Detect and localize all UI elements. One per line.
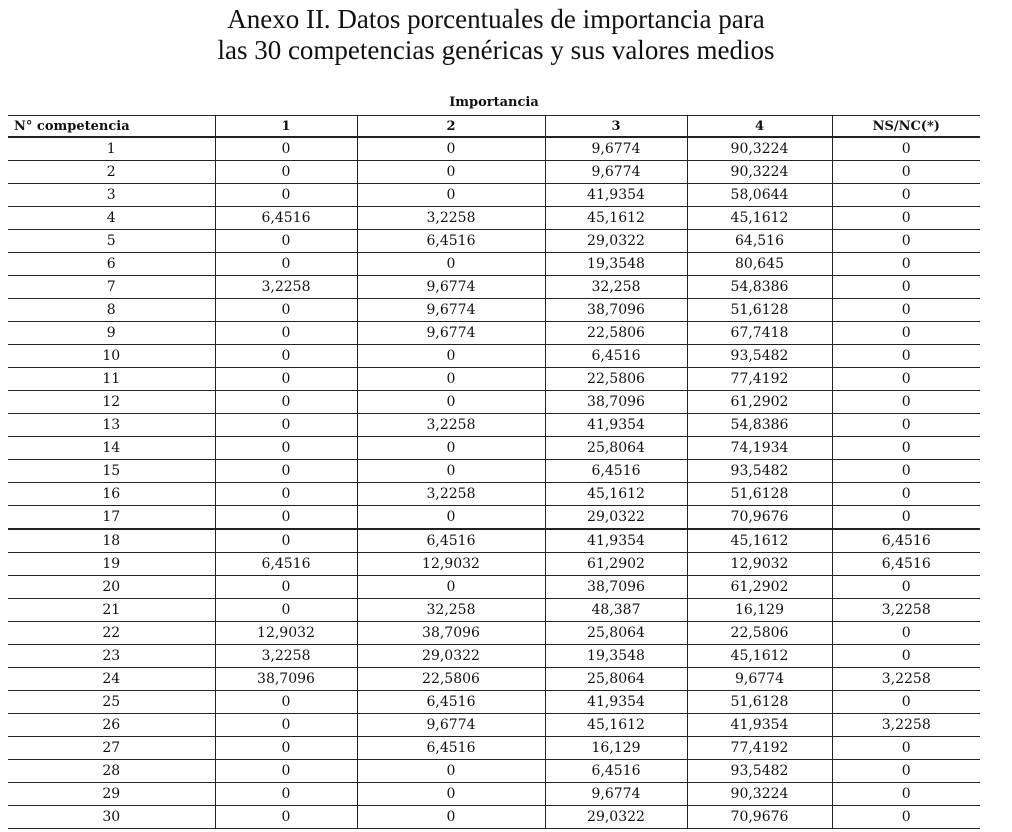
importance-group-header: Importancia — [449, 95, 539, 110]
table-row — [8, 691, 980, 714]
table-row — [8, 737, 980, 760]
cell-importance-1: 12,9032 — [215, 622, 357, 645]
cell-importance-3: 45,1612 — [545, 207, 687, 230]
table-header-row — [8, 116, 980, 138]
table-row — [8, 414, 980, 437]
cell-importance-1: 0 — [215, 368, 357, 391]
cell-competence-number: 13 — [8, 414, 215, 437]
cell-importance-3: 25,8064 — [545, 668, 687, 691]
cell-importance-1: 3,2258 — [215, 276, 357, 299]
cell-importance-4: 51,6128 — [687, 483, 832, 506]
cell-importance-3: 29,0322 — [545, 506, 687, 530]
cell-competence-number: 23 — [8, 645, 215, 668]
cell-ns-nc: 0 — [832, 161, 980, 184]
cell-importance-4: 90,3224 — [687, 161, 832, 184]
cell-importance-2: 0 — [357, 253, 545, 276]
cell-importance-1: 0 — [215, 161, 357, 184]
cell-importance-4: 90,3224 — [687, 783, 832, 806]
cell-importance-1: 0 — [215, 576, 357, 599]
cell-ns-nc: 0 — [832, 137, 980, 161]
cell-importance-3: 41,9354 — [545, 691, 687, 714]
cell-importance-3: 29,0322 — [545, 806, 687, 829]
cell-importance-2: 0 — [357, 506, 545, 530]
cell-importance-4: 12,9032 — [687, 553, 832, 576]
cell-importance-2: 0 — [357, 437, 545, 460]
cell-importance-4: 58,0644 — [687, 184, 832, 207]
cell-competence-number: 12 — [8, 391, 215, 414]
cell-competence-number: 3 — [8, 184, 215, 207]
cell-importance-1: 0 — [215, 253, 357, 276]
cell-competence-number: 15 — [8, 460, 215, 483]
cell-importance-2: 32,258 — [357, 599, 545, 622]
header-importance-2: 2 — [357, 116, 545, 138]
cell-importance-3: 9,6774 — [545, 161, 687, 184]
cell-importance-1: 3,2258 — [215, 645, 357, 668]
table-row — [8, 276, 980, 299]
cell-importance-2: 0 — [357, 137, 545, 161]
cell-importance-4: 54,8386 — [687, 276, 832, 299]
cell-ns-nc: 0 — [832, 414, 980, 437]
cell-competence-number: 22 — [8, 622, 215, 645]
cell-importance-3: 9,6774 — [545, 783, 687, 806]
cell-importance-4: 61,2902 — [687, 576, 832, 599]
cell-importance-3: 45,1612 — [545, 483, 687, 506]
cell-importance-2: 9,6774 — [357, 322, 545, 345]
cell-importance-1: 0 — [215, 737, 357, 760]
cell-importance-1: 0 — [215, 322, 357, 345]
table-row — [8, 437, 980, 460]
table-row — [8, 230, 980, 253]
cell-importance-2: 0 — [357, 760, 545, 783]
cell-importance-3: 38,7096 — [545, 299, 687, 322]
cell-importance-1: 0 — [215, 599, 357, 622]
cell-importance-3: 16,129 — [545, 737, 687, 760]
cell-importance-1: 0 — [215, 299, 357, 322]
cell-ns-nc: 0 — [832, 299, 980, 322]
cell-ns-nc: 0 — [832, 622, 980, 645]
cell-importance-1: 0 — [215, 783, 357, 806]
header-competence-number: N° competencia — [8, 116, 215, 138]
cell-importance-2: 0 — [357, 783, 545, 806]
cell-importance-4: 90,3224 — [687, 137, 832, 161]
cell-ns-nc: 0 — [832, 645, 980, 668]
cell-importance-3: 45,1612 — [545, 714, 687, 737]
cell-importance-2: 3,2258 — [357, 207, 545, 230]
cell-importance-4: 61,2902 — [687, 391, 832, 414]
cell-importance-1: 38,7096 — [215, 668, 357, 691]
header-ns-nc: NS/NC(*) — [832, 116, 980, 138]
cell-competence-number: 9 — [8, 322, 215, 345]
cell-importance-1: 0 — [215, 760, 357, 783]
cell-ns-nc: 6,4516 — [832, 529, 980, 553]
cell-competence-number: 24 — [8, 668, 215, 691]
cell-ns-nc: 0 — [832, 276, 980, 299]
cell-ns-nc: 3,2258 — [832, 599, 980, 622]
cell-importance-4: 70,9676 — [687, 806, 832, 829]
cell-competence-number: 10 — [8, 345, 215, 368]
cell-importance-3: 25,8064 — [545, 437, 687, 460]
table-row — [8, 368, 980, 391]
cell-competence-number: 28 — [8, 760, 215, 783]
cell-importance-2: 0 — [357, 368, 545, 391]
cell-ns-nc: 0 — [832, 437, 980, 460]
cell-importance-2: 22,5806 — [357, 668, 545, 691]
cell-importance-1: 0 — [215, 806, 357, 829]
title-line-2: las 30 competencias genéricas y sus valores medios — [217, 35, 775, 65]
cell-importance-3: 22,5806 — [545, 322, 687, 345]
cell-importance-1: 0 — [215, 437, 357, 460]
table-row — [8, 714, 980, 737]
table-row — [8, 137, 980, 161]
cell-importance-3: 32,258 — [545, 276, 687, 299]
cell-importance-4: 22,5806 — [687, 622, 832, 645]
cell-importance-1: 6,4516 — [215, 553, 357, 576]
document-title — [0, 4, 992, 66]
cell-competence-number: 2 — [8, 161, 215, 184]
cell-ns-nc: 0 — [832, 691, 980, 714]
cell-ns-nc: 0 — [832, 483, 980, 506]
cell-importance-4: 93,5482 — [687, 760, 832, 783]
cell-ns-nc: 0 — [832, 345, 980, 368]
cell-importance-2: 38,7096 — [357, 622, 545, 645]
cell-importance-4: 45,1612 — [687, 645, 832, 668]
cell-importance-3: 6,4516 — [545, 760, 687, 783]
cell-importance-2: 6,4516 — [357, 691, 545, 714]
cell-competence-number: 1 — [8, 137, 215, 161]
cell-importance-4: 77,4192 — [687, 368, 832, 391]
table-row — [8, 553, 980, 576]
table-row — [8, 668, 980, 691]
cell-importance-2: 6,4516 — [357, 529, 545, 553]
cell-importance-2: 0 — [357, 576, 545, 599]
cell-importance-1: 0 — [215, 230, 357, 253]
cell-competence-number: 27 — [8, 737, 215, 760]
cell-competence-number: 29 — [8, 783, 215, 806]
cell-importance-4: 45,1612 — [687, 529, 832, 553]
header-importance-1: 1 — [215, 116, 357, 138]
cell-ns-nc: 0 — [832, 737, 980, 760]
cell-importance-3: 61,2902 — [545, 553, 687, 576]
cell-importance-4: 93,5482 — [687, 460, 832, 483]
cell-competence-number: 17 — [8, 506, 215, 530]
cell-importance-2: 0 — [357, 345, 545, 368]
cell-importance-3: 41,9354 — [545, 414, 687, 437]
cell-importance-2: 0 — [357, 161, 545, 184]
title-line-1: Anexo II. Datos porcentuales de importancia para — [227, 4, 765, 34]
cell-competence-number: 11 — [8, 368, 215, 391]
cell-importance-3: 41,9354 — [545, 184, 687, 207]
table-row — [8, 299, 980, 322]
table-row — [8, 529, 980, 553]
cell-importance-3: 19,3548 — [545, 645, 687, 668]
cell-ns-nc: 0 — [832, 368, 980, 391]
table-row — [8, 783, 980, 806]
cell-importance-4: 16,129 — [687, 599, 832, 622]
cell-competence-number: 20 — [8, 576, 215, 599]
table-row — [8, 622, 980, 645]
table-row — [8, 253, 980, 276]
cell-ns-nc: 0 — [832, 506, 980, 530]
cell-importance-2: 9,6774 — [357, 299, 545, 322]
cell-importance-1: 0 — [215, 483, 357, 506]
cell-importance-2: 3,2258 — [357, 483, 545, 506]
cell-importance-2: 0 — [357, 391, 545, 414]
cell-competence-number: 4 — [8, 207, 215, 230]
table-row — [8, 760, 980, 783]
cell-importance-1: 0 — [215, 460, 357, 483]
cell-importance-3: 38,7096 — [545, 391, 687, 414]
cell-importance-2: 6,4516 — [357, 737, 545, 760]
cell-ns-nc: 0 — [832, 207, 980, 230]
cell-ns-nc: 0 — [832, 806, 980, 829]
cell-competence-number: 7 — [8, 276, 215, 299]
cell-importance-4: 77,4192 — [687, 737, 832, 760]
table-row — [8, 506, 980, 530]
cell-ns-nc: 0 — [832, 460, 980, 483]
table-row — [8, 345, 980, 368]
cell-competence-number: 30 — [8, 806, 215, 829]
cell-importance-1: 6,4516 — [215, 207, 357, 230]
cell-ns-nc: 0 — [832, 391, 980, 414]
cell-ns-nc: 0 — [832, 576, 980, 599]
table-row — [8, 806, 980, 829]
cell-importance-4: 51,6128 — [687, 691, 832, 714]
cell-importance-1: 0 — [215, 506, 357, 530]
cell-competence-number: 6 — [8, 253, 215, 276]
cell-importance-2: 0 — [357, 806, 545, 829]
table-row — [8, 391, 980, 414]
cell-importance-2: 9,6774 — [357, 714, 545, 737]
cell-competence-number: 21 — [8, 599, 215, 622]
table-row — [8, 460, 980, 483]
cell-competence-number: 5 — [8, 230, 215, 253]
table-row — [8, 184, 980, 207]
cell-importance-3: 22,5806 — [545, 368, 687, 391]
cell-ns-nc: 0 — [832, 783, 980, 806]
cell-importance-3: 38,7096 — [545, 576, 687, 599]
cell-importance-1: 0 — [215, 184, 357, 207]
cell-ns-nc: 0 — [832, 760, 980, 783]
cell-importance-4: 54,8386 — [687, 414, 832, 437]
cell-importance-3: 25,8064 — [545, 622, 687, 645]
cell-importance-2: 3,2258 — [357, 414, 545, 437]
cell-ns-nc: 0 — [832, 322, 980, 345]
cell-ns-nc: 0 — [832, 253, 980, 276]
table-row — [8, 599, 980, 622]
cell-importance-4: 45,1612 — [687, 207, 832, 230]
table-body — [8, 137, 980, 829]
cell-importance-1: 0 — [215, 137, 357, 161]
cell-importance-2: 29,0322 — [357, 645, 545, 668]
table-row — [8, 576, 980, 599]
cell-ns-nc: 0 — [832, 184, 980, 207]
cell-importance-2: 0 — [357, 460, 545, 483]
competencies-table — [8, 115, 980, 829]
cell-ns-nc: 3,2258 — [832, 668, 980, 691]
table-row — [8, 322, 980, 345]
cell-importance-1: 0 — [215, 691, 357, 714]
cell-importance-3: 48,387 — [545, 599, 687, 622]
cell-competence-number: 8 — [8, 299, 215, 322]
cell-importance-2: 0 — [357, 184, 545, 207]
cell-competence-number: 16 — [8, 483, 215, 506]
cell-importance-3: 6,4516 — [545, 345, 687, 368]
cell-ns-nc: 0 — [832, 230, 980, 253]
table-row — [8, 483, 980, 506]
cell-importance-1: 0 — [215, 529, 357, 553]
cell-importance-4: 74,1934 — [687, 437, 832, 460]
cell-importance-1: 0 — [215, 414, 357, 437]
cell-importance-4: 64,516 — [687, 230, 832, 253]
cell-importance-4: 93,5482 — [687, 345, 832, 368]
cell-importance-3: 9,6774 — [545, 137, 687, 161]
cell-importance-1: 0 — [215, 714, 357, 737]
cell-importance-4: 51,6128 — [687, 299, 832, 322]
cell-importance-2: 12,9032 — [357, 553, 545, 576]
cell-importance-3: 19,3548 — [545, 253, 687, 276]
cell-importance-2: 6,4516 — [357, 230, 545, 253]
cell-importance-4: 80,645 — [687, 253, 832, 276]
cell-importance-4: 41,9354 — [687, 714, 832, 737]
table-row — [8, 645, 980, 668]
cell-competence-number: 25 — [8, 691, 215, 714]
cell-importance-3: 41,9354 — [545, 529, 687, 553]
cell-competence-number: 26 — [8, 714, 215, 737]
cell-importance-3: 29,0322 — [545, 230, 687, 253]
cell-importance-3: 6,4516 — [545, 460, 687, 483]
cell-importance-1: 0 — [215, 391, 357, 414]
table-row — [8, 207, 980, 230]
cell-importance-4: 70,9676 — [687, 506, 832, 530]
cell-competence-number: 18 — [8, 529, 215, 553]
cell-ns-nc: 6,4516 — [832, 553, 980, 576]
cell-importance-1: 0 — [215, 345, 357, 368]
header-importance-3: 3 — [545, 116, 687, 138]
header-importance-4: 4 — [687, 116, 832, 138]
cell-importance-2: 9,6774 — [357, 276, 545, 299]
table-row — [8, 161, 980, 184]
cell-importance-4: 67,7418 — [687, 322, 832, 345]
cell-ns-nc: 3,2258 — [832, 714, 980, 737]
cell-importance-4: 9,6774 — [687, 668, 832, 691]
cell-competence-number: 19 — [8, 553, 215, 576]
cell-competence-number: 14 — [8, 437, 215, 460]
